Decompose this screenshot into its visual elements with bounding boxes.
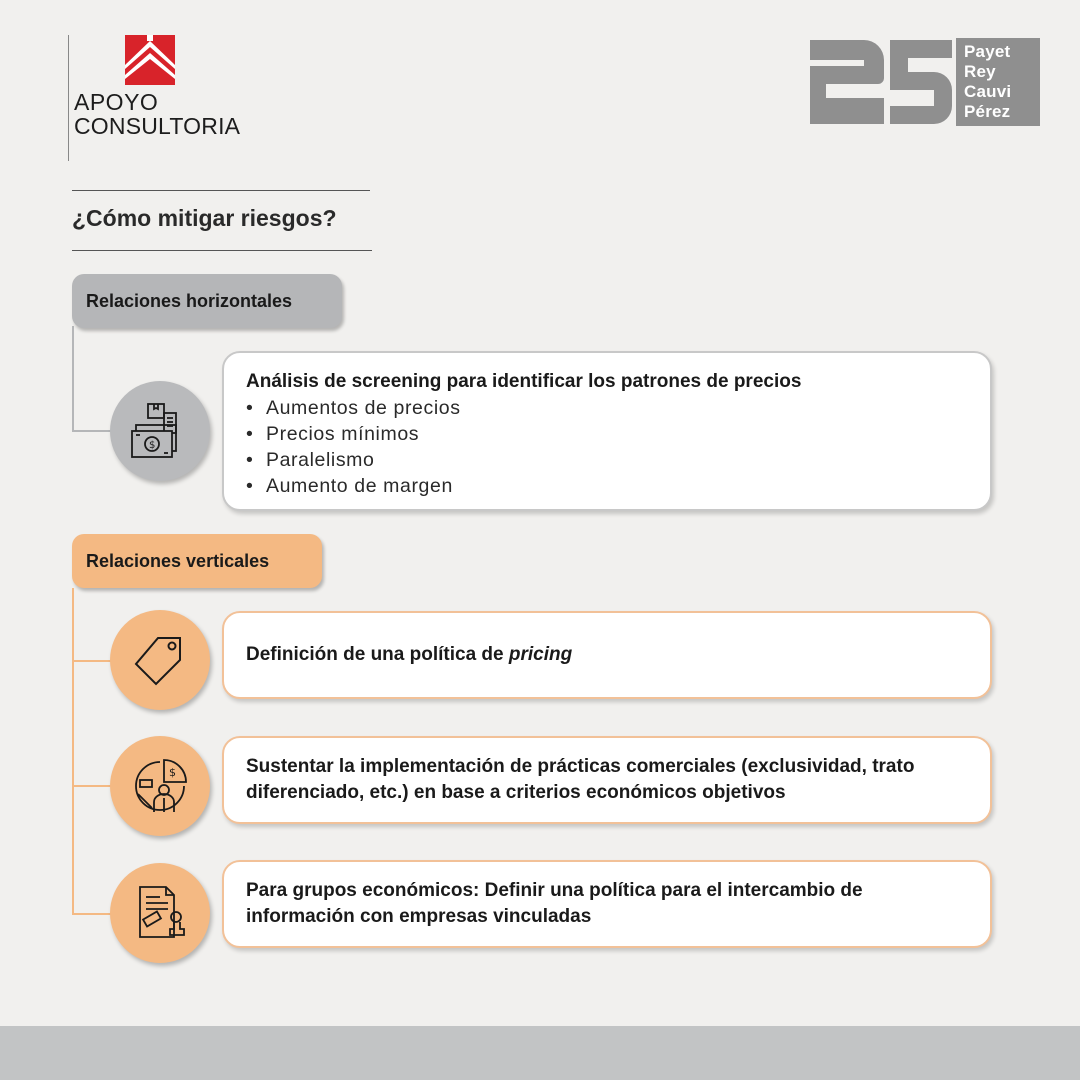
screening-title: Análisis de screening para identificar los patrones de precios xyxy=(246,371,802,392)
tag-horizontal-relations: Relaciones horizontales xyxy=(72,274,342,328)
contract-stamp-icon-circle xyxy=(110,863,210,963)
consultoria-logo-text: CONSULTORIA xyxy=(74,113,241,139)
commercial-practices-card xyxy=(222,736,992,824)
pricing-policy-card xyxy=(222,611,992,699)
pie-chart-person-icon xyxy=(130,756,190,816)
logo-divider-line xyxy=(68,35,69,161)
pie-chart-person-icon-circle xyxy=(110,736,210,836)
svg-text:$: $ xyxy=(149,440,156,451)
bullet-precios-minimos: • Precios mínimos xyxy=(246,421,968,447)
horizontal-connector-branch xyxy=(72,430,112,432)
apoyo-logo-text: APOYO xyxy=(74,89,159,115)
apoyo-logo-mark xyxy=(125,35,175,85)
screening-card xyxy=(222,351,992,511)
bullet-aumento-margen: • Aumento de margen xyxy=(246,473,968,499)
commercial-practices-text: Sustentar la implementación de prácticas comerciales (exclusividad, trato diferenciado, etc.) en base a criterios económicos objetivos xyxy=(246,756,915,803)
svg-text:$: $ xyxy=(169,766,176,779)
anniversary-25-logo xyxy=(806,36,956,128)
economic-groups-text: Para grupos económicos: Definir una política para el intercambio de información con empresas vinculadas xyxy=(246,880,863,927)
partner-logo-box xyxy=(956,38,1040,126)
page-title: ¿Cómo mitigar riesgos? xyxy=(72,205,337,231)
pricing-policy-text xyxy=(246,642,572,668)
tag-vertical-relations: Relaciones verticales xyxy=(72,534,322,588)
pricing-policy-text-italic: pricing xyxy=(508,644,573,665)
contract-stamp-icon xyxy=(130,883,190,943)
screening-bullet-list xyxy=(246,395,968,499)
heading-bottom-rule xyxy=(72,250,372,251)
vertical-connector-branch-1 xyxy=(72,660,112,662)
vertical-connector-branch-3 xyxy=(72,913,112,915)
footer-band xyxy=(0,1026,1080,1080)
economic-groups-card xyxy=(222,860,992,948)
vertical-connector-vertical xyxy=(72,588,74,914)
heading-top-rule xyxy=(72,190,370,191)
partner-name-rey: Rey xyxy=(964,62,996,81)
partner-name-payet: Payet xyxy=(964,42,1011,61)
price-tag-icon xyxy=(130,630,190,690)
horizontal-connector-vertical xyxy=(72,326,74,431)
vertical-connector-branch-2 xyxy=(72,785,112,787)
pricing-policy-text-main: Definición de una política de xyxy=(246,644,509,665)
bullet-paralelismo: • Paralelismo xyxy=(246,447,968,473)
money-chart-icon xyxy=(130,401,190,461)
price-tag-icon-circle xyxy=(110,610,210,710)
partner-name-cauvi: Cauvi xyxy=(964,82,1012,101)
bullet-aumentos-precios: • Aumentos de precios xyxy=(246,395,968,421)
money-chart-icon-circle xyxy=(110,381,210,481)
partner-name-perez: Pérez xyxy=(964,102,1011,121)
